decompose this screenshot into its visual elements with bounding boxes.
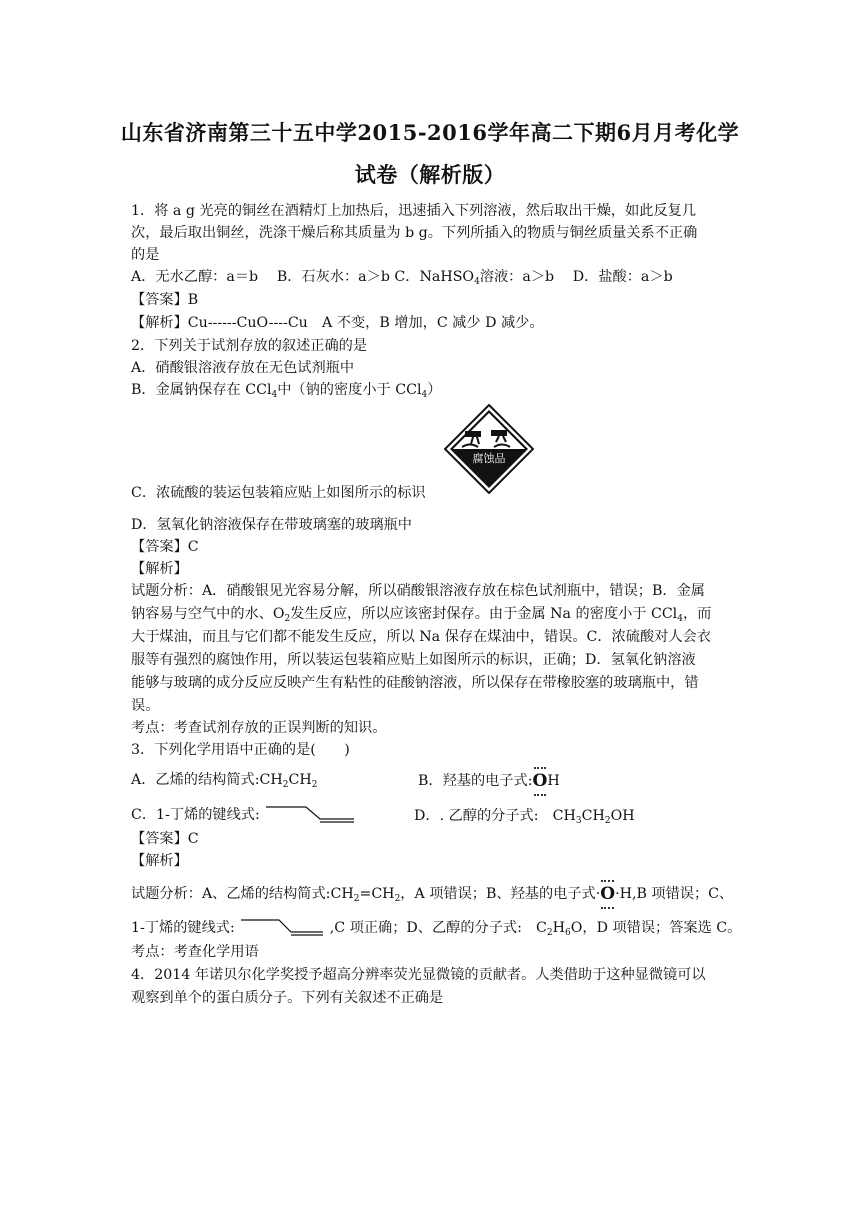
document-title-line-2: 试卷（解析版）: [354, 162, 506, 187]
q3-analysis-heading: 【解析】: [131, 853, 188, 869]
q1-option-b: B．石灰水：a＞b: [276, 269, 390, 285]
corrosive-hazard-label-icon: [444, 404, 534, 494]
q3-stem: 3．下列化学用语中正确的是( ): [131, 742, 350, 758]
hydroxyl-electron-formula: O: [533, 770, 548, 791]
q3-explanation-line-1: 试题分析：A、乙烯的结构简式$:CH_2=CH_2$，A 项错误；B、羟基的电子式· O ·H,B 项错误；C、: [131, 883, 733, 904]
q2-explanation-line-2: 钠容易与空气中的水、$O_2$发生反应，所以应该密封保存。由于金属 Na 的密度小于 CCl$_4$，而: [131, 606, 712, 624]
q4-stem-line-2: 观察到单个的蛋白质分子。下列有关叙述不正确是: [131, 990, 444, 1006]
q4-stem-line-1: 4．2014 年诺贝尔化学奖授予超高分辨率荧光显微镜的贡献者。人类借助于这种显微镜可以: [131, 967, 706, 983]
q1-option-d: D．盐酸：a＞b: [572, 269, 673, 285]
q1-option-a: A．无水乙醇：a＝b: [131, 269, 259, 285]
document-title-line-1: 山东省济南第三十五中学2015-2016学年高二下期6月月考化学: [120, 120, 740, 145]
q2-option-c: C．浓硫酸的装运包装箱应贴上如图所示的标识: [131, 485, 426, 501]
q2-explanation-line-3: 大于煤油，而且与它们都不能发生反应，所以 Na 保存在煤油中，错误。C．浓硫酸对人会衣: [131, 629, 711, 645]
q3-kaodian: 考点：考查化学用语: [131, 944, 259, 960]
q2-explanation-line-6: 误。: [131, 698, 160, 714]
q2-explanation-line-5: 能够与玻璃的成分反应反映产生有粘性的硅酸钠溶液，所以保存在带橡胶塞的玻璃瓶中，错: [131, 675, 699, 691]
q2-option-b: B．金属钠保存在 CCl$_4$中（钠的密度小于 CCl$_4$）: [131, 382, 442, 400]
butene-skeletal-formula-icon: [239, 918, 325, 938]
q3-option-a: A．乙烯的结构简式$:CH_2CH_2$: [131, 772, 318, 790]
q2-answer: 【答案】C: [131, 539, 199, 555]
butene-skeletal-formula-icon: [264, 805, 356, 825]
q2-stem: 2．下列关于试剂存放的叙述正确的是: [131, 338, 368, 354]
q3-option-c: C．1-丁烯的键线式:: [131, 805, 356, 825]
q1-stem-line-3: 的是: [131, 247, 160, 263]
q1-options: [131, 267, 673, 287]
q2-explanation-line-4: 服等有强烈的腐蚀作用，所以装运包装箱应贴上如图所示的标识，正确；D．氢氧化钠溶液: [131, 652, 696, 668]
q1-stem-line-2: 次，最后取出铜丝，洗涤干燥后称其质量为 b g。下列所插入的物质与铜丝质量关系不正确: [131, 225, 698, 241]
hazard-label-text: 腐蚀品: [472, 452, 506, 465]
q1-option-c: C．NaHSO$_4$溶液：a＞b: [394, 269, 555, 287]
q3-answer: 【答案】C: [131, 831, 199, 847]
q2-option-d: D．氢氧化钠溶液保存在带玻璃塞的玻璃瓶中: [131, 517, 412, 533]
q3-option-b: B．羟基的电子式: O H: [418, 770, 560, 791]
q1-analysis: 【解析】Cu------CuO----Cu A 不变，B 增加，C 减少 D 减少。: [131, 315, 544, 331]
q2-explanation-line-1: 试题分析：A．硝酸银见光容易分解，所以硝酸银溶液存放在棕色试剂瓶中，错误；B．金属: [131, 583, 705, 599]
q1-answer: 【答案】B: [131, 292, 199, 308]
q2-analysis-heading: 【解析】: [131, 561, 188, 577]
q2-kaodian: 考点：考查试剂存放的正误判断的知识。: [131, 720, 387, 736]
q1-stem-line-1: 1．将 a g 光亮的铜丝在酒精灯上加热后，迅速插入下列溶液，然后取出干燥，如此反复几: [131, 203, 697, 219]
q2-option-a: A．硝酸银溶液存放在无色试剂瓶中: [131, 360, 355, 376]
q3-option-d: D．. 乙醇的分子式: $CH_3CH_2OH$: [414, 808, 635, 826]
q3-explanation-line-2: 1-丁烯的键线式: ,C 项正确；D、乙醇的分子式: $C_2H_6O$，D 项错误；答案选 C。: [131, 920, 742, 938]
